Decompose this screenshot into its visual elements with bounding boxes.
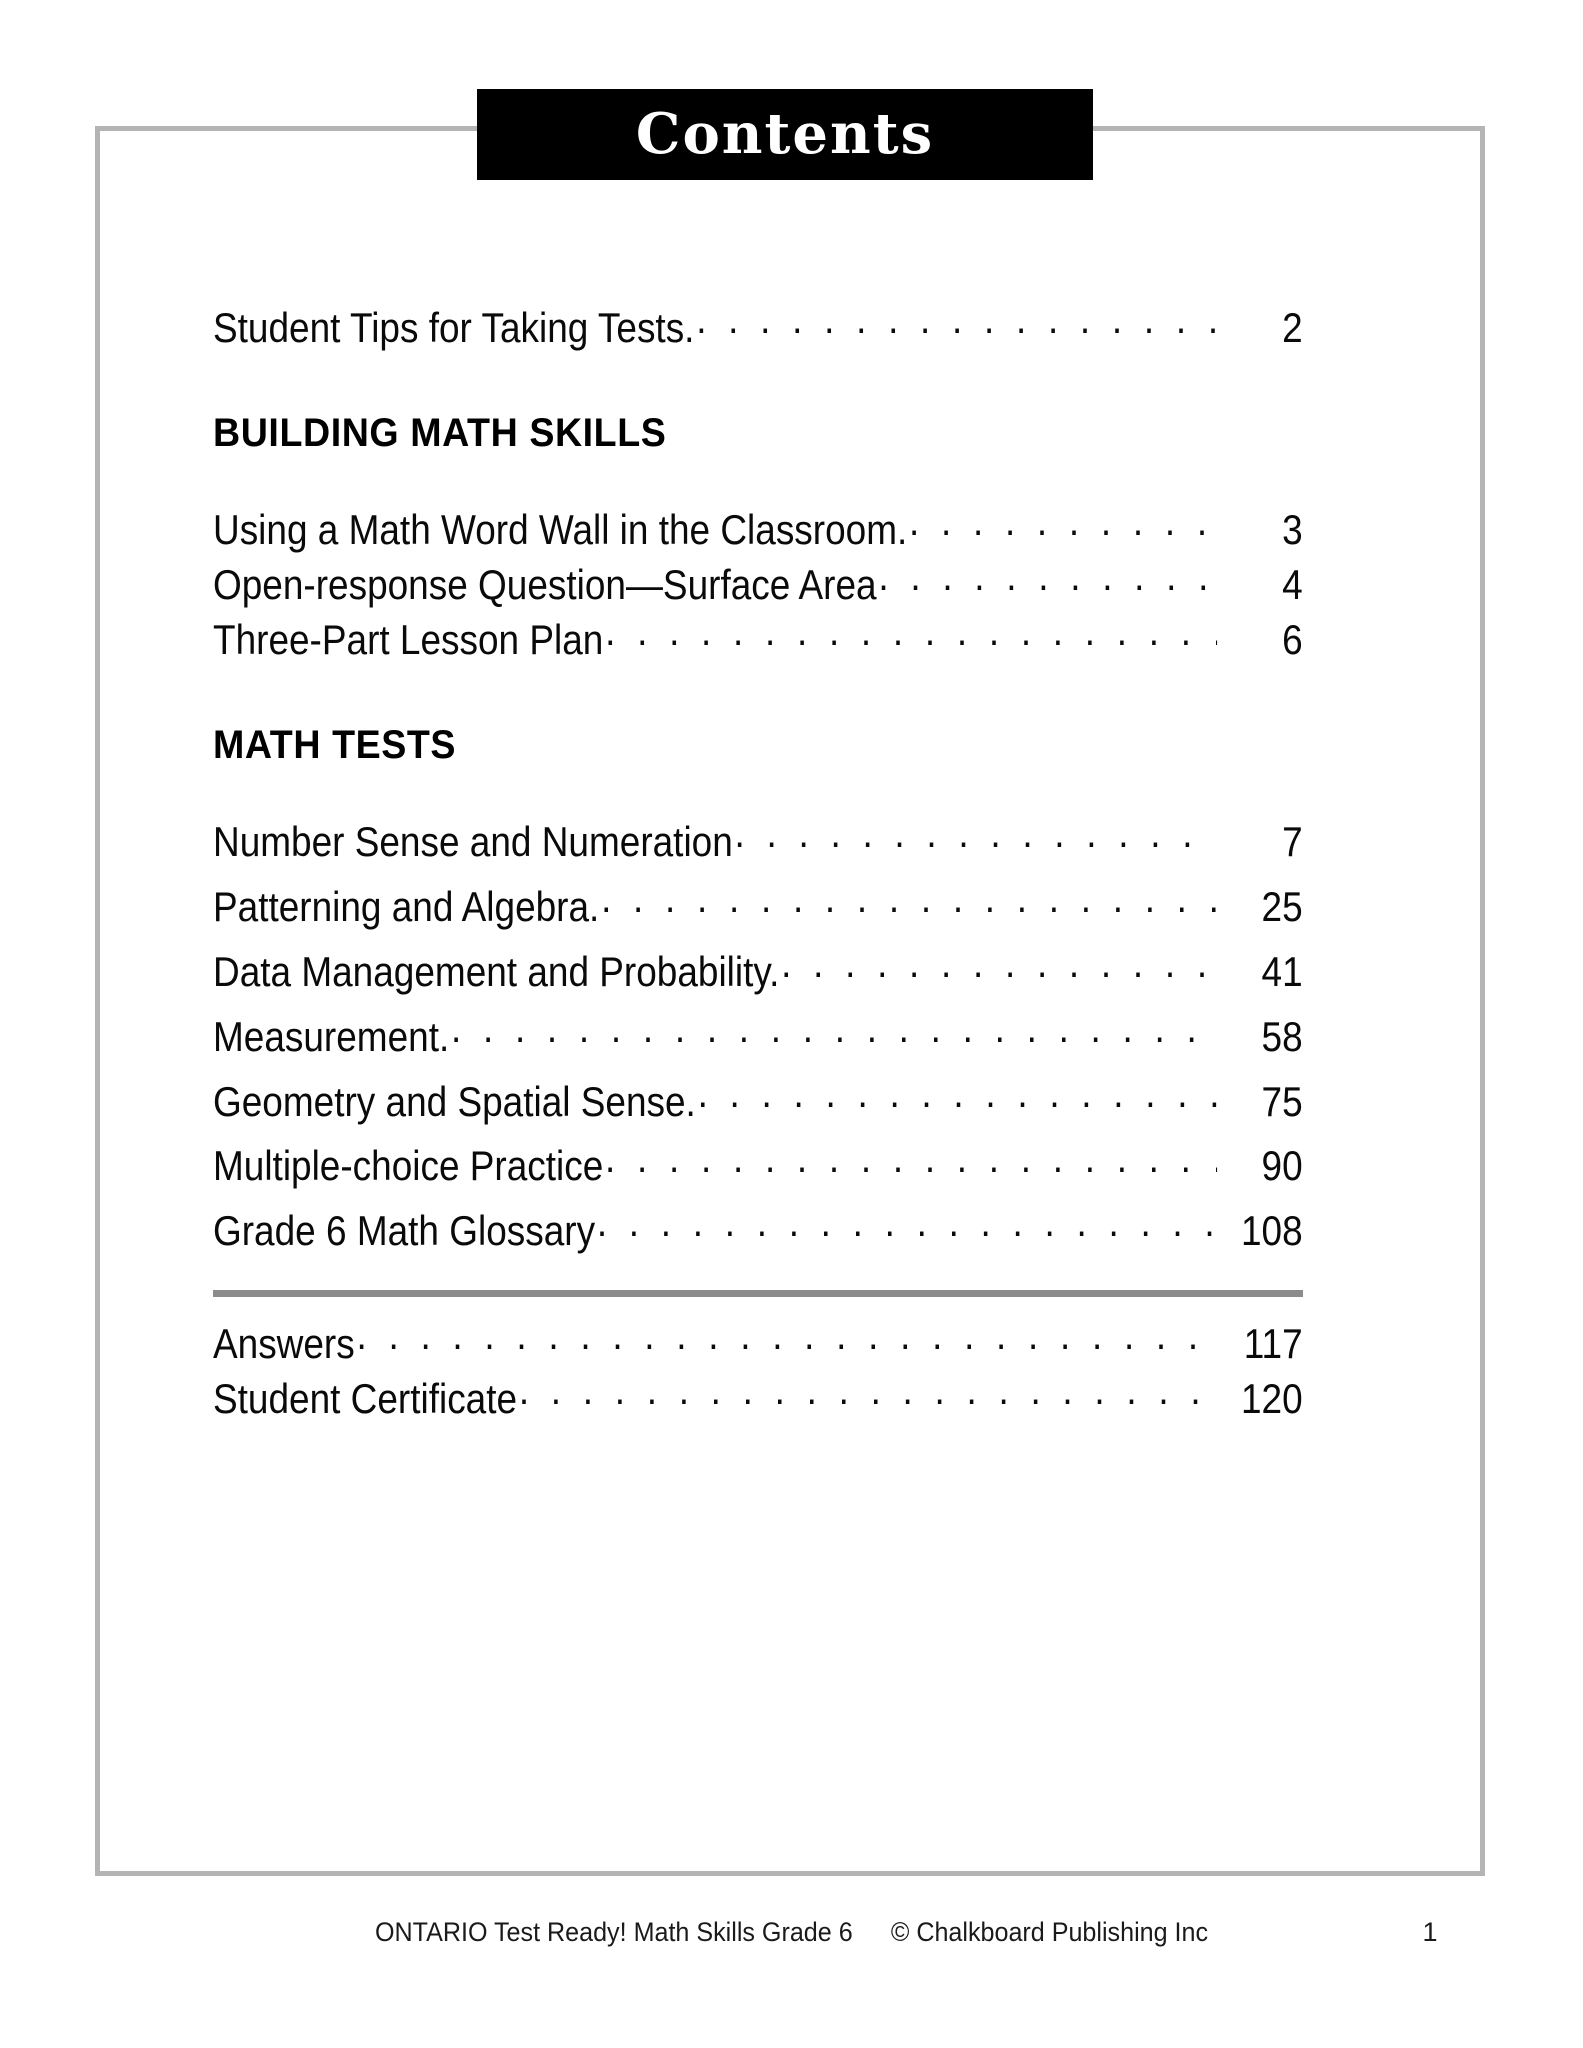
toc-entry-label: Multiple-choice Practice (213, 1142, 604, 1190)
contents-title-banner (477, 89, 1093, 180)
toc-section-heading-building-math-skills: BUILDING MATH SKILLS (213, 410, 667, 455)
spacer (213, 456, 1303, 502)
toc-entry-page: 7 (1282, 817, 1303, 865)
toc-entry-math-word-wall[interactable] (213, 502, 1303, 553)
dot-leader (605, 612, 1217, 654)
dot-leader (519, 1371, 1217, 1413)
toc-entry-page: 117 (1243, 1320, 1303, 1368)
spacer (213, 355, 1303, 411)
spacer (213, 869, 1303, 879)
toc-entry-data-management-and-probability[interactable] (213, 944, 1303, 995)
toc-entry-page: 3 (1282, 505, 1303, 553)
toc-entry-answers[interactable] (213, 1316, 1303, 1367)
table-of-contents (213, 300, 1303, 1426)
spacer (213, 768, 1303, 814)
toc-entry-page: 4 (1282, 560, 1303, 608)
spacer (213, 934, 1303, 944)
footer-page-number: 1 (1422, 1917, 1438, 1947)
toc-entry-number-sense-and-numeration[interactable] (213, 814, 1303, 865)
toc-entry-label: Patterning and Algebra. (213, 882, 600, 930)
dot-leader (909, 502, 1217, 544)
toc-entry-page: 2 (1282, 304, 1303, 351)
toc-entry-page: 25 (1261, 882, 1303, 930)
toc-entry-label: Answers (213, 1320, 355, 1368)
toc-entry-patterning-and-algebra[interactable] (213, 879, 1303, 930)
spacer (213, 1064, 1303, 1074)
toc-entry-student-certificate[interactable] (213, 1371, 1303, 1422)
toc-entry-label: Using a Math Word Wall in the Classroom. (213, 505, 908, 553)
toc-entry-page: 6 (1282, 615, 1303, 663)
toc-entry-geometry-and-spatial-sense[interactable] (213, 1074, 1303, 1125)
toc-bottom-divider (213, 1290, 1303, 1297)
toc-entry-label: Student Certificate (213, 1375, 518, 1423)
dot-leader (605, 1138, 1217, 1180)
toc-entry-page: 75 (1261, 1077, 1303, 1125)
toc-entry-label: Number Sense and Numeration (213, 817, 733, 865)
toc-entry-label: Open-response Question—Surface Area (213, 560, 877, 608)
toc-section-heading-math-tests: MATH TESTS (213, 722, 457, 767)
toc-entry-multiple-choice-practice[interactable] (213, 1138, 1303, 1189)
toc-entry-page: 41 (1261, 947, 1303, 995)
toc-entry-grade-6-math-glossary[interactable] (213, 1203, 1303, 1254)
page-title: Contents (635, 100, 935, 167)
toc-entry-label: Geometry and Spatial Sense. (213, 1077, 696, 1125)
spacer (213, 1193, 1303, 1203)
toc-entry-three-part-lesson-plan[interactable] (213, 612, 1303, 663)
toc-entry-label: Student Tips for Taking Tests. (213, 304, 695, 351)
toc-entry-label: Measurement. (213, 1012, 450, 1060)
dot-leader (597, 1203, 1217, 1245)
toc-entry-label: Three-Part Lesson Plan (213, 615, 604, 663)
footer-book-title: ONTARIO Test Ready! Math Skills Grade 6 (374, 1917, 853, 1947)
dot-leader (781, 944, 1217, 986)
dot-leader (696, 300, 1217, 342)
dot-leader (698, 1074, 1218, 1116)
spacer (213, 1258, 1303, 1316)
page-footer (55, 1917, 1527, 1948)
toc-entry-student-tips[interactable] (213, 300, 1303, 351)
toc-entry-open-response-surface-area[interactable] (213, 557, 1303, 608)
toc-entry-label: Grade 6 Math Glossary (213, 1207, 596, 1255)
toc-entry-label: Data Management and Probability. (213, 947, 780, 995)
toc-entry-page: 108 (1240, 1207, 1303, 1255)
dot-leader (735, 814, 1218, 856)
toc-entry-measurement[interactable] (213, 1009, 1303, 1060)
spacer (213, 1128, 1303, 1138)
spacer (213, 667, 1303, 723)
dot-leader (451, 1009, 1217, 1051)
dot-leader (601, 879, 1217, 921)
toc-entry-page: 90 (1261, 1142, 1303, 1190)
spacer (213, 999, 1303, 1009)
footer-copyright: © Chalkboard Publishing Inc (890, 1917, 1209, 1947)
dot-leader (878, 557, 1217, 599)
dot-leader (356, 1316, 1217, 1358)
toc-entry-page: 58 (1261, 1012, 1303, 1060)
toc-entry-page: 120 (1240, 1375, 1303, 1423)
